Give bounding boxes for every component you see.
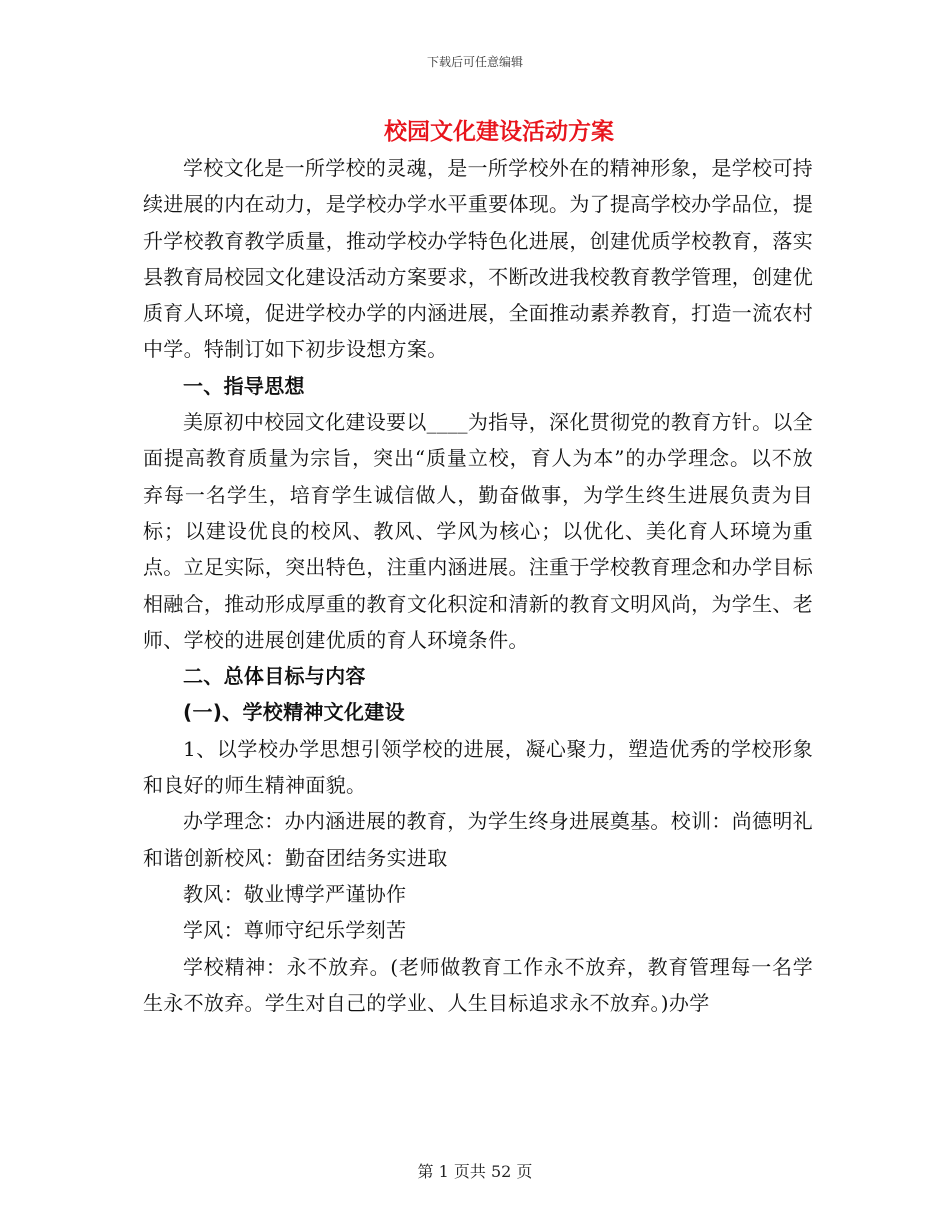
page-header: 下载后可任意编辑 (426, 55, 523, 69)
heading-guiding-ideology: 一、指导思想 (183, 373, 305, 398)
heading-overall-goals: 二、总体目标与内容 (183, 664, 366, 689)
document-title: 校园文化建设活动方案 (384, 119, 614, 145)
paragraph-teaching-style: 教风：敬业博学严谨协作 (183, 881, 407, 906)
paragraph-school-spirit: 学校精神：永不放弃。(老师做教育工作永不放弃，教育管理每一名学生永不放弃。学生对自己的学业、人生目标追求永不放弃。)办学 (143, 954, 813, 1015)
paragraph-guiding-ideology: 美原初中校园文化建设要以____为指导，深化贯彻党的教育方针。以全面提高教育质量为宗旨，突出“质量立校，育人为本”的办学理念。以不放弃每一名学生，培育学生诚信做人，勤奋做事，为学生终生进展负责为目标；以建设优良的校风、教风、学风为核心；以优化、美化育人环境为重点。立足实际，突出特色，注重内涵进展。注重于学校教育理念和办学目标相融合，推动形成厚重的教育文化积淀和清新的教育文明风尚，为学生、老师、学校的进展创建优质的育人环境条件。 (143, 410, 813, 652)
page-footer: 第 1 页共 52 页 (417, 1162, 533, 1181)
paragraph-item-1: 1、以学校办学思想引领学校的进展，凝心聚力，塑造优秀的学校形象和良好的师生精神面貌。 (143, 736, 813, 798)
heading-spiritual-culture: (一)、学校精神文化建设 (183, 700, 405, 725)
paragraph-study-style: 学风：尊师守纪乐学刻苦 (183, 918, 407, 943)
paragraph-school-philosophy: 办学理念：办内涵进展的教育，为学生终身进展奠基。校训：尚德明礼和谐创新校风：勤奋团结务实进取 (143, 809, 813, 870)
paragraph-intro: 学校文化是一所学校的灵魂，是一所学校外在的精神形象，是学校可持续进展的内在动力，是学校办学水平重要体现。为了提高学校办学品位，提升学校教育教学质量，推动学校办学特色化进展，创建优质学校教育，落实县教育局校园文化建设活动方案要求，不断改进我校教育教学管理，创建优质育人环境，促进学校办学的内涵进展，全面推动素养教育，打造一流农村中学。特制订如下初步设想方案。 (143, 156, 813, 362)
document-body (143, 150, 813, 1021)
